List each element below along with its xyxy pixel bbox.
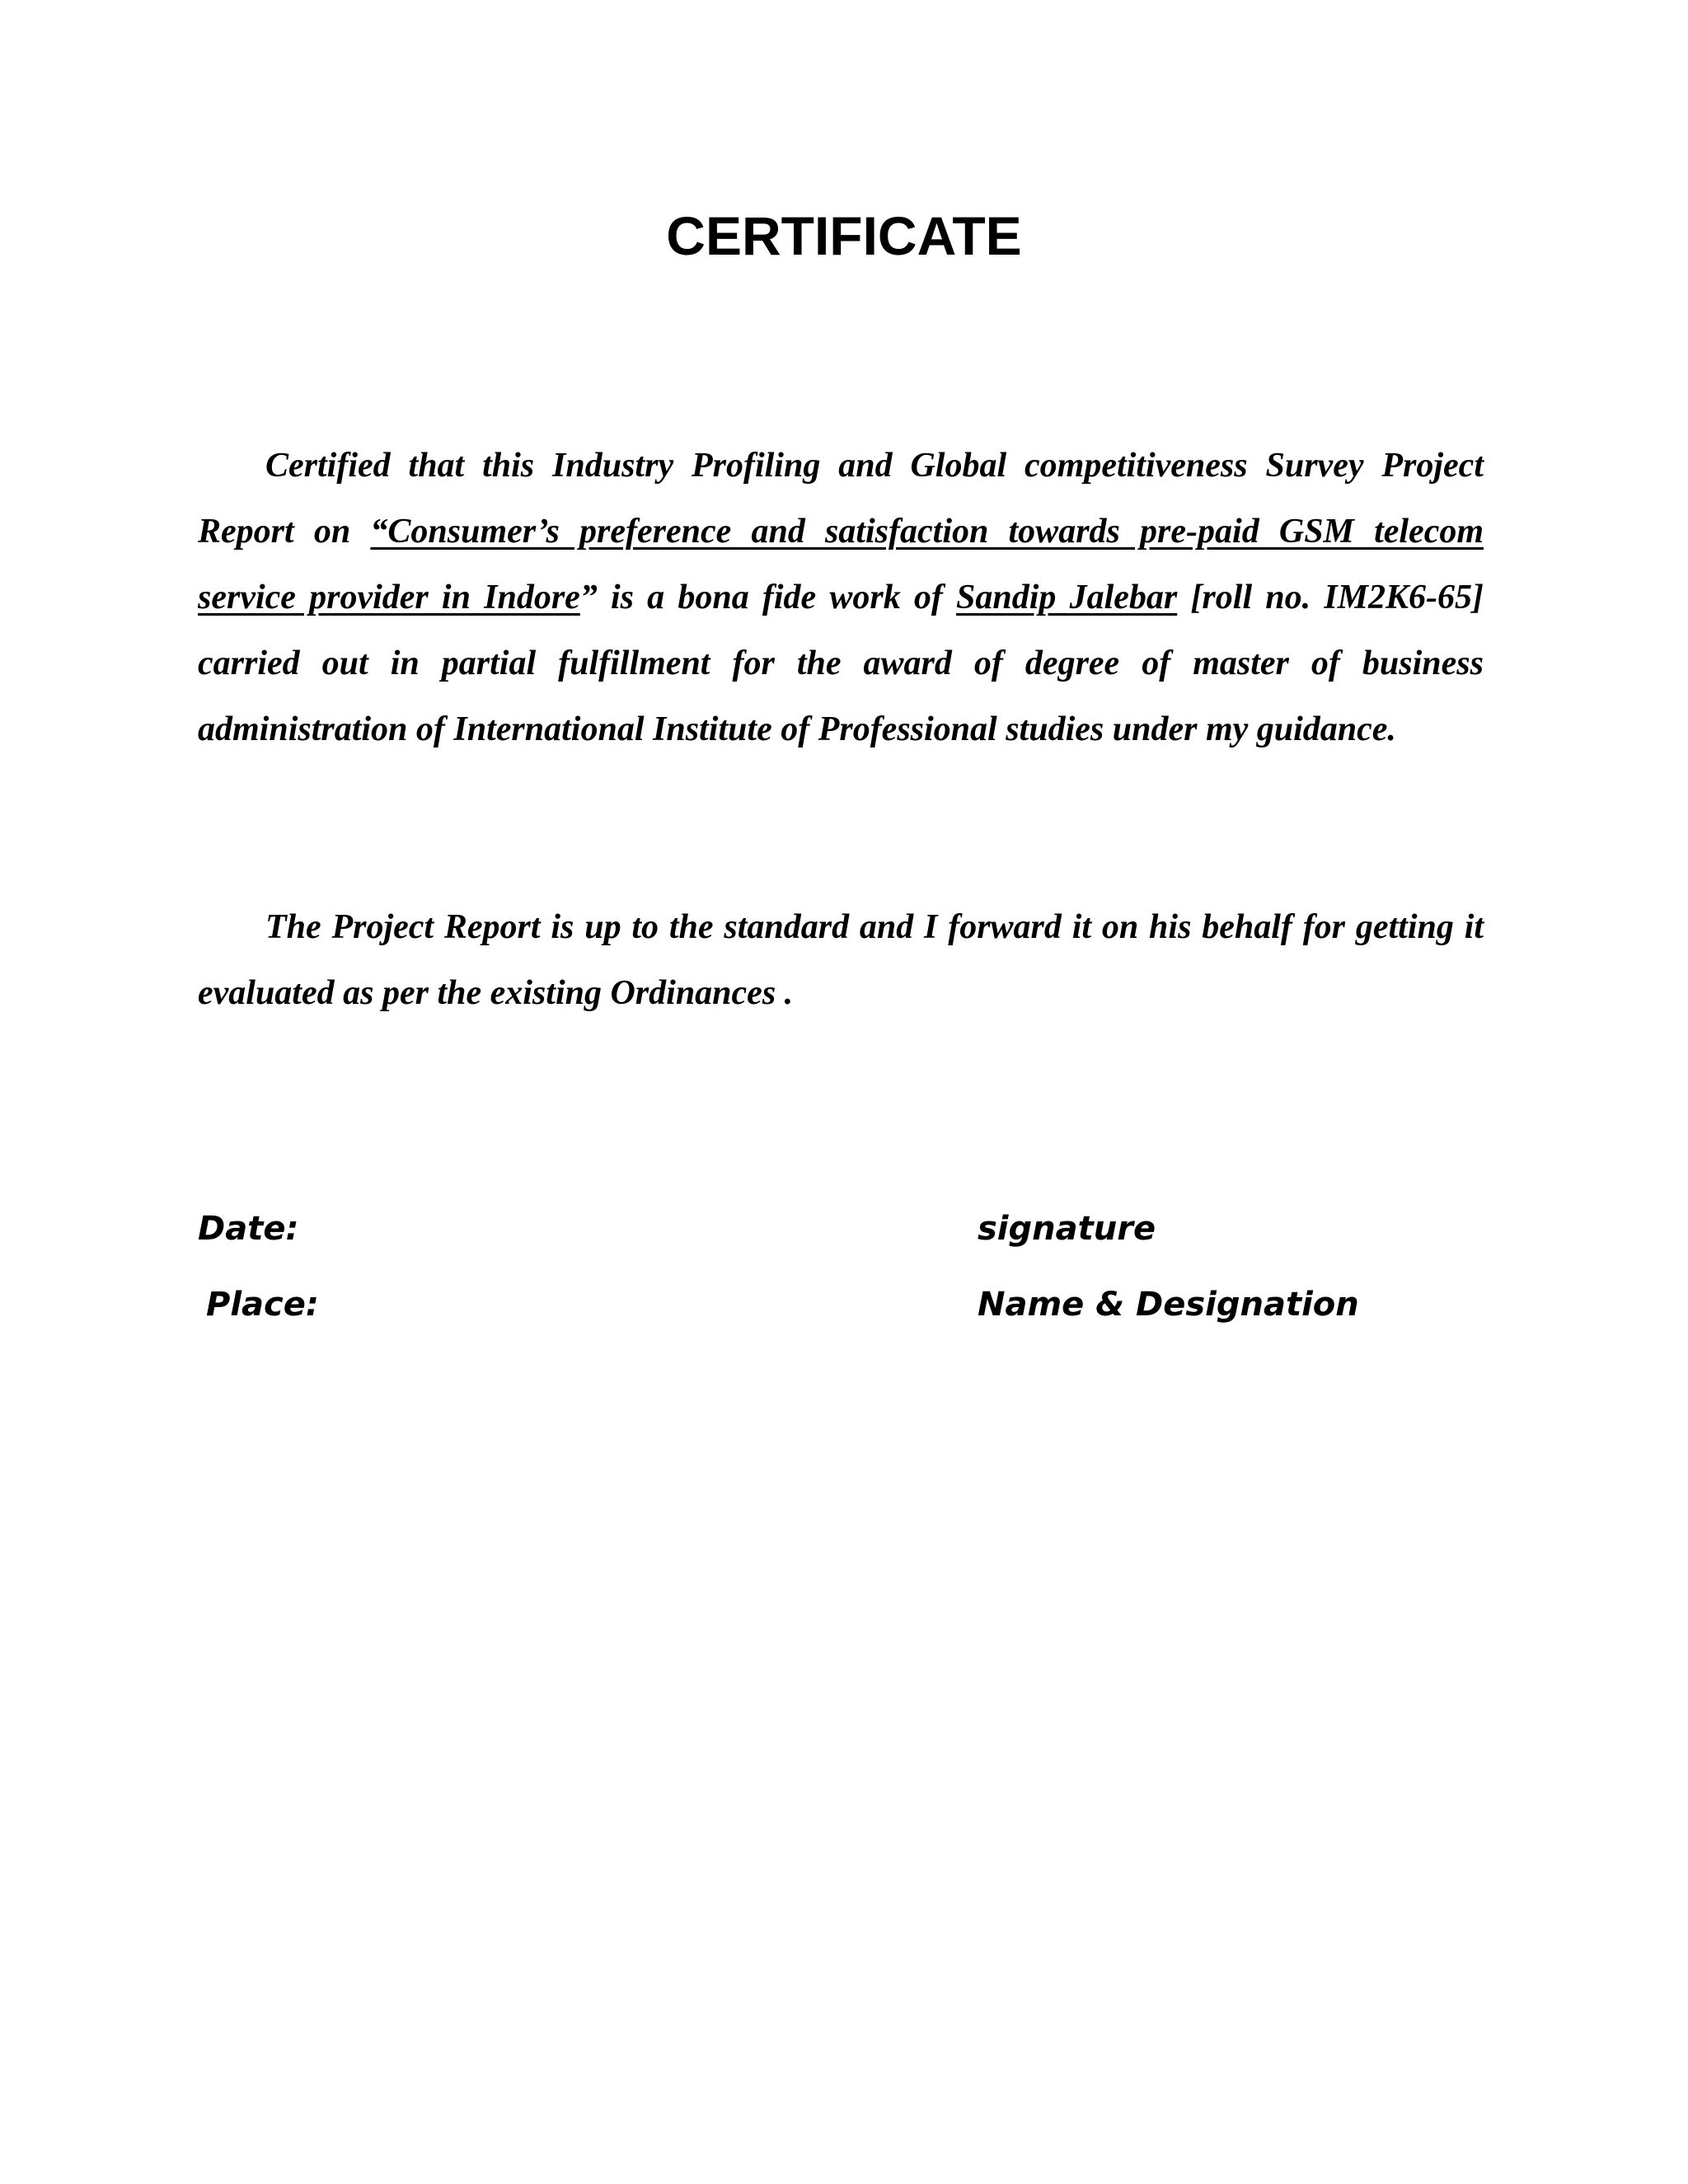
forwarding-paragraph <box>198 894 1484 1026</box>
certification-tail: [roll no. IM2K6-65] carried out in partial fulfillment for the award of degree of master of business administration of International Institute of Professional studies under my guidance. <box>198 579 1484 748</box>
forwarding-text: The Project Report is up to the standard and I forward it on his behalf for getting it evaluated as per the existing Ordinances . <box>198 908 1484 1012</box>
certification-paragraph <box>198 433 1484 762</box>
date-label: Date: <box>198 1210 299 1248</box>
certification-mid: ” is a bona fide work of <box>579 579 957 616</box>
signature-label: signature <box>978 1210 1156 1248</box>
project-title: “Consumer’s preference and satisfaction towards pre-paid GSM telecom service provider in Indore <box>198 513 1484 616</box>
place-label: Place: <box>206 1286 319 1324</box>
certification-lead: Certified that this Industry Profiling and Global competitiveness Survey Project Report on <box>198 447 1484 551</box>
name-designation-label: Name & Designation <box>978 1286 1359 1324</box>
page-title: CERTIFICATE <box>666 205 1022 266</box>
student-name: Sandip Jalebar <box>956 579 1178 616</box>
